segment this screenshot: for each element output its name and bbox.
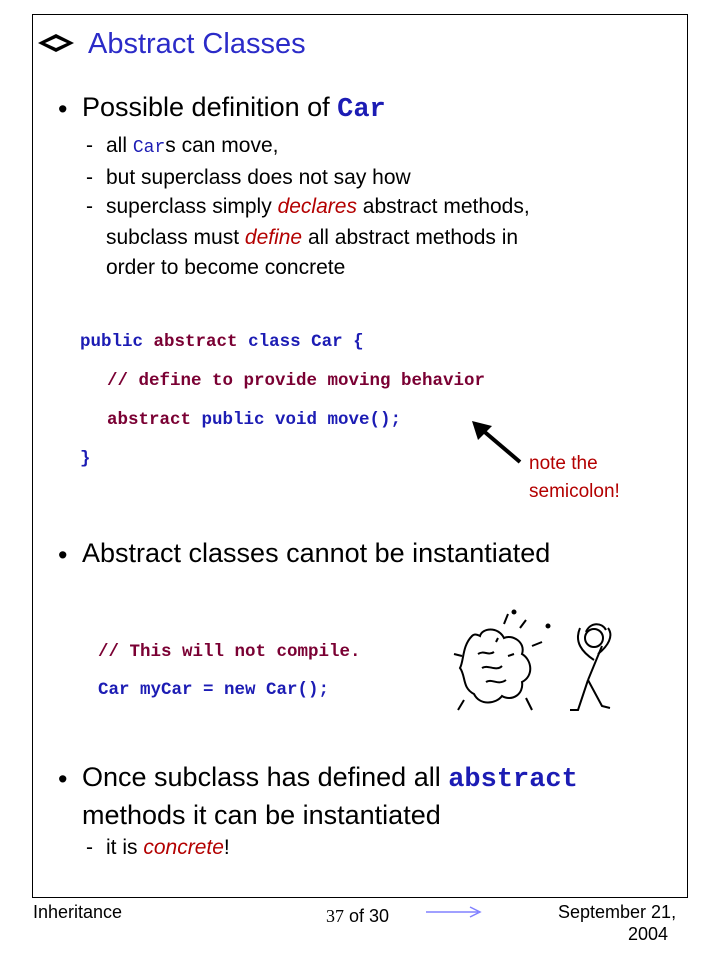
slide-title: Abstract Classes	[88, 28, 306, 60]
bullet-dot: •	[58, 764, 68, 794]
diamond-bullet-icon	[36, 32, 76, 54]
emphasis-declares: declares	[277, 195, 357, 218]
bullet-dot: •	[58, 94, 68, 124]
sub-text: subclass must	[106, 226, 245, 249]
code-token: abstract	[107, 410, 192, 430]
footer-date-line1: September 21,	[558, 902, 677, 922]
next-arrow-icon	[424, 904, 484, 920]
code-car-inline: Car	[132, 138, 166, 158]
code-abstract: abstract	[448, 765, 578, 795]
emphasis-define: define	[244, 226, 303, 249]
dash-marker: -	[86, 134, 93, 157]
sub-text: it is	[106, 836, 144, 859]
footer-course: Inheritance	[33, 902, 123, 922]
code-token: class Car {	[248, 332, 364, 352]
note-line-2: semicolon!	[529, 481, 620, 502]
dash-marker: -	[86, 836, 93, 859]
dash-marker: -	[86, 166, 93, 189]
arrow-icon	[468, 418, 528, 468]
code-token: public	[80, 332, 144, 352]
code-line-2: // define to provide moving behavior	[107, 371, 486, 391]
sub-text: s can move,	[165, 134, 279, 157]
footer-date-line2: 2004	[628, 924, 669, 944]
explosion-figure-icon	[452, 606, 622, 718]
bullet-once-subclass-line2: methods it can be instantiated	[82, 800, 441, 830]
sub-text: abstract methods,	[356, 195, 530, 218]
note-line-1: note the	[529, 453, 598, 474]
bullet-dot: •	[58, 540, 68, 570]
page-total: of 30	[349, 906, 390, 926]
code-line-1	[80, 332, 364, 352]
bullet-possible-definition	[82, 92, 386, 125]
sub-text: !	[223, 836, 230, 859]
bullet-text: Possible definition of	[82, 92, 338, 122]
bullet-text: Once subclass has defined all	[82, 762, 449, 792]
code-line-3	[107, 410, 401, 430]
bullet-once-subclass-line1	[82, 762, 578, 795]
sub-item-concrete-line: order to become concrete	[106, 256, 346, 279]
code-line-4: }	[80, 449, 91, 469]
page-number: 37	[326, 906, 344, 926]
bullet-cannot-instantiate: Abstract classes cannot be instantiated	[82, 538, 551, 568]
sub-text: all abstract methods in	[302, 226, 519, 249]
sub-item-superclass-not-say: but superclass does not say how	[106, 166, 411, 189]
sub-text: superclass simply	[106, 195, 278, 218]
dash-marker: -	[86, 195, 93, 218]
sub-item-declares	[106, 195, 530, 219]
code-token: abstract	[153, 332, 238, 352]
code2-line-2: Car myCar = new Car();	[98, 680, 330, 700]
code2-line-1: // This will not compile.	[98, 642, 361, 662]
code-car: Car	[337, 95, 386, 125]
sub-item-define-line	[106, 226, 518, 250]
footer-page	[326, 906, 389, 927]
emphasis-concrete: concrete	[143, 836, 224, 859]
sub-text: all	[106, 134, 133, 157]
code-token: public void move();	[201, 410, 402, 430]
sub-item-cars-move	[106, 134, 278, 158]
sub-item-concrete	[106, 836, 230, 860]
